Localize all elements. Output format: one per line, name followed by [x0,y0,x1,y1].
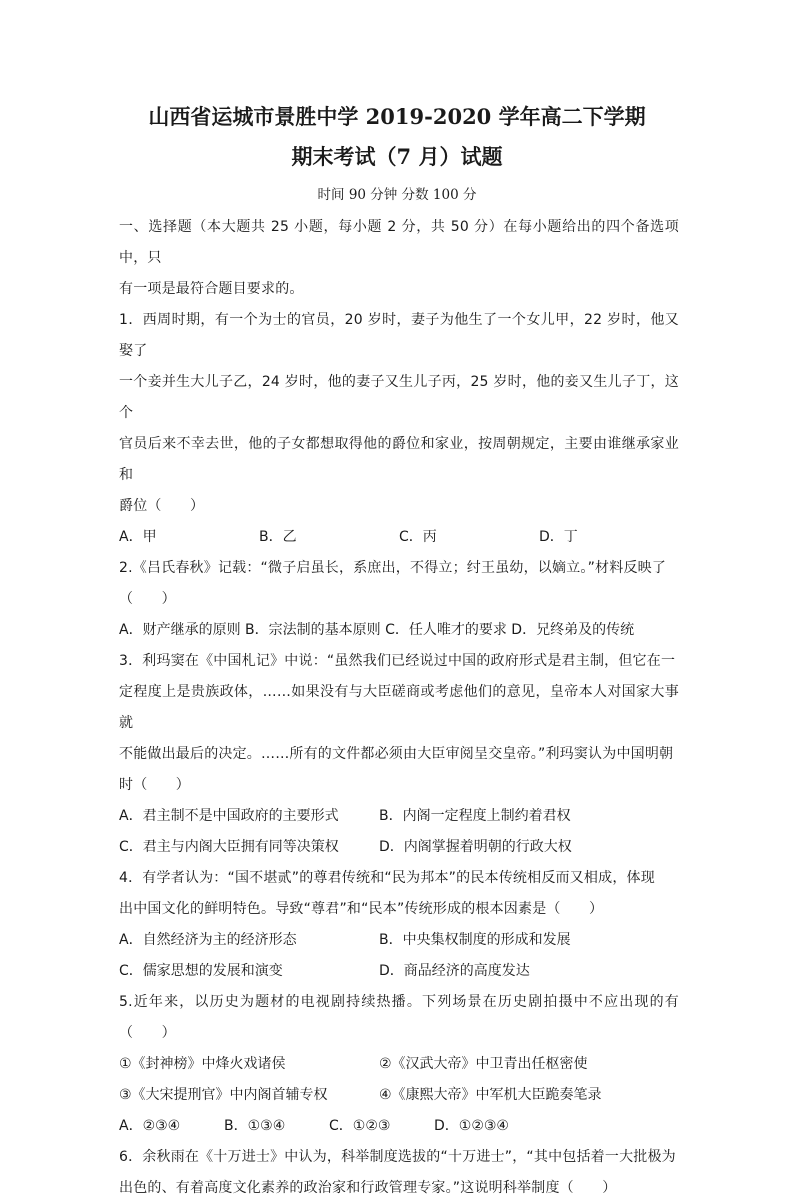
option-a: A．甲 [119,529,157,545]
section-intro: 有一项是最符合题目要求的。 [119,281,304,297]
page-title: 山西省运城市景胜中学 2019-2020 学年高二下学期 [148,104,646,129]
option-d: D．内阁掌握着明朝的行政大权 [379,839,572,855]
question-5-text: 5.近年来，以历史为题材的电视剧持续热播。下列场景在历史剧拍摄中不应出现的有（ ） [119,994,679,1041]
question-4-options [119,956,679,987]
option-d: D．丁 [539,529,578,545]
option-c: C．①②③ [329,1118,391,1134]
option-b: B．中央集权制度的形成和发展 [379,932,571,948]
option-c: C．儒家思想的发展和演变 [119,963,283,979]
question-3-text: 3．利玛窦在《中国札记》中说：“虽然我们已经说过中国的政府形式是君主制，但它在一 [119,653,676,669]
question-1-text: 一个妾并生大儿子乙，24 岁时，他的妻子又生儿子丙，25 岁时，他的妾又生儿子丁，这个 [119,374,679,421]
question-2-text: 2.《吕氏春秋》记载：“微子启虽长，系庶出，不得立；纣王虽幼，以嫡立。”材料反映了 [119,560,667,576]
option-b: B．内阁一定程度上制约着君权 [379,808,571,824]
page-subtitle: 期末考试（7 月）试题 [291,144,503,169]
question-1-options [119,522,679,553]
section-intro: 一、选择题（本大题共 25 小题，每小题 2 分，共 50 分）在每小题给出的四个备选项中，只 [119,219,679,266]
question-3-text: 定程度上是贵族政体，……如果没有与大臣磋商或考虑他们的意见，皇帝本人对国家大事就 [119,684,679,731]
option-c: C．丙 [399,529,437,545]
question-3-text: 不能做出最后的决定。……所有的文件都必须由大臣审阅呈交皇帝。”利玛窦认为中国明朝 [119,746,674,762]
question-5-items [119,1049,679,1080]
option-a: A．②③④ [119,1118,181,1134]
question-1-text: 爵位（ ） [119,498,205,514]
exam-body [119,212,679,1204]
question-4-options [119,925,679,956]
option-b: B．乙 [259,529,297,545]
item-2: ②《汉武大帝》中卫青出任枢密使 [379,1056,588,1072]
item-4: ④《康熙大帝》中军机大臣跪奏笔录 [379,1087,602,1103]
question-5-items [119,1080,679,1111]
question-3-text: 时（ ） [119,777,190,793]
item-3: ③《大宋提刑官》中内阁首辅专权 [119,1087,328,1103]
question-6-text: 6．余秋雨在《十万进士》中认为，科举制度选拔的“十万进士”，“其中包括着一大批极为 [119,1149,676,1165]
time-score-line: 时间 90 分钟 分数 100 分 [317,187,477,203]
question-3-options [119,801,679,832]
item-1: ①《封神榜》中烽火戏诸侯 [119,1056,286,1072]
question-6-text: 出色的、有着高度文化素养的政治家和行政管理专家。”这说明科举制度（ ） [119,1180,617,1196]
question-4-text: 4．有学者认为：“国不堪贰”的尊君传统和“民为邦本”的民本传统相反而又相成，体现 [119,870,655,886]
option-a: A．自然经济为主的经济形态 [119,932,297,948]
question-1-text: 1．西周时期，有一个为士的官员，20 岁时，妻子为他生了一个女儿甲，22 岁时，他又娶了 [119,312,679,359]
question-1-text: 官员后来不幸去世，他的子女都想取得他的爵位和家业，按周朝规定，主要由谁继承家业和 [119,436,679,483]
question-2-options: A．财产继承的原则 B．宗法制的基本原则 C．任人唯才的要求 D．兄终弟及的传统 [119,622,635,638]
option-c: C．君主与内阁大臣拥有同等决策权 [119,839,339,855]
question-3-options [119,832,679,863]
question-2-text: （ ） [119,591,176,607]
option-a: A．君主制不是中国政府的主要形式 [119,808,339,824]
question-5-options [119,1111,679,1142]
option-d: D．商品经济的高度发达 [379,963,530,979]
question-4-text: 出中国文化的鲜明特色。导致“尊君”和“民本”传统形成的根本因素是（ ） [119,901,604,917]
option-d: D．①②③④ [434,1118,509,1134]
option-b: B．①③④ [224,1118,286,1134]
